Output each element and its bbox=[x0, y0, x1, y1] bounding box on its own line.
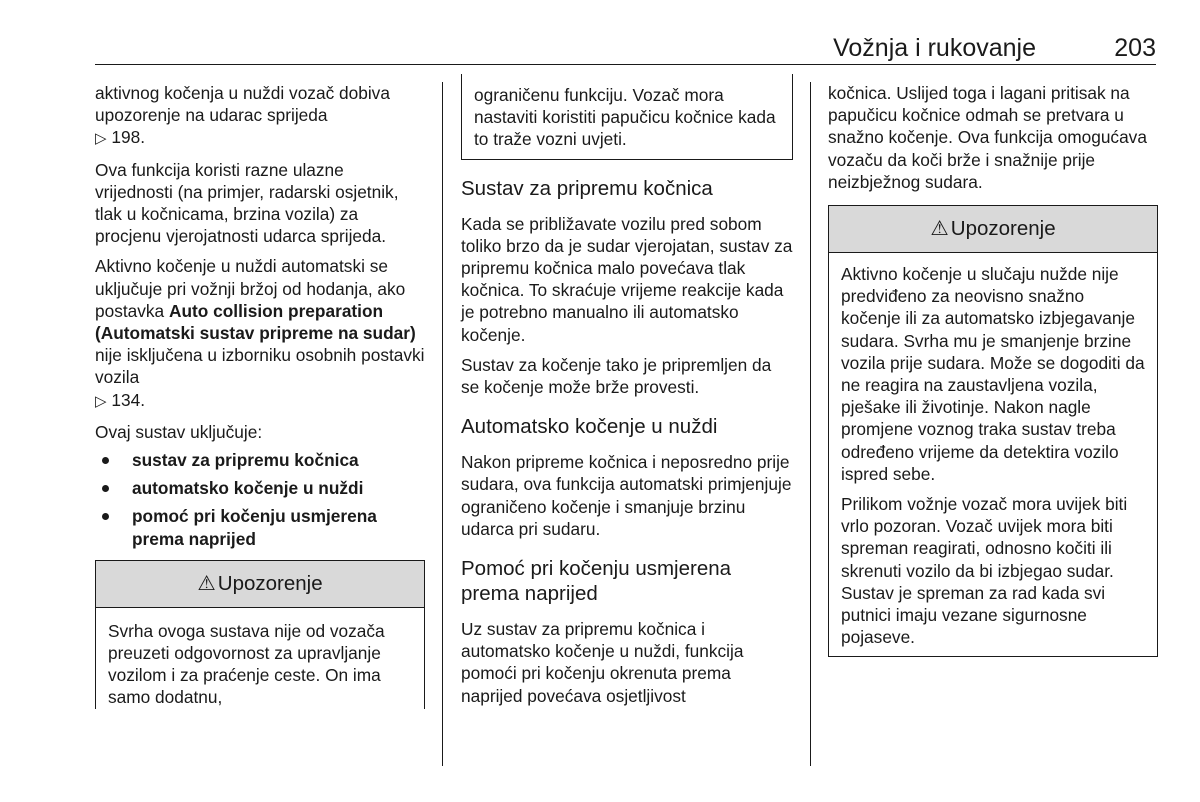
feature-list bbox=[95, 449, 425, 550]
paragraph: Uz sustav za pripremu kočnica i automatsko kočenje u nuždi, funkcija pomoći pri kočenju okrenuta prema naprijed povećava osjetljivost bbox=[461, 619, 744, 706]
warning-box bbox=[95, 560, 425, 709]
warning-text: Aktivno kočenje u slučaju nužde nije predviđeno za neovisno snažno kočenje ili za automatsko izbjegavanje sudara. Svrha mu je smanjenje brzine vozila prije sudara. Može se dogoditi da ne reagira na zaustavljena vozila, pješake ili životinje. Nakon nagle promjene voznog traka sustav treba određeno vrijeme da detektira vozilo ispred sebe. bbox=[841, 264, 1145, 484]
warning-header bbox=[829, 206, 1157, 253]
warning-text: Svrha ovoga sustava nije od vozača preuzeti odgovornost za upravljanje vozilom i za praćenje ceste. On ima samo dodatnu, bbox=[108, 620, 385, 708]
list-item: automatsko kočenje u nuždi bbox=[95, 477, 425, 499]
page-reference-arrow-icon: ▷ bbox=[95, 130, 107, 148]
warning-title: Upozorenje bbox=[950, 216, 1056, 240]
section-heading: Automatsko kočenje u nuždi bbox=[461, 415, 718, 439]
page-number: 203 bbox=[1114, 34, 1156, 62]
paragraph: Kada se približavate vozilu pred sobom toliko brzo da je sudar vjerojatan, sustav za pripremu kočnica malo povećava tlak kočnica. To skraćuje vrijeme reakcije kada je potrebno manualno ili automatsko kočenje. bbox=[461, 213, 793, 345]
paragraph: Sustav za kočenje tako je pripremljen da se kočenje može brže provesti. bbox=[461, 354, 772, 398]
paragraph: kočnica. Uslijed toga i lagani pritisak na papučicu kočnice odmah se pretvara u snažno kočenje. Ova funkcija omogućava vozaču da koči brže i snažnije prije neizbježnog sudara. bbox=[828, 83, 1147, 192]
warning-triangle-icon: ⚠ bbox=[197, 571, 216, 595]
warning-body bbox=[829, 253, 1157, 656]
list-item: pomoć pri kočenju usmjerena prema naprijed bbox=[95, 505, 425, 549]
left-column bbox=[95, 82, 425, 709]
middle-column bbox=[461, 82, 793, 715]
warning-text: Prilikom vožnje vozač mora uvijek biti vrlo pozoran. Vozač uvijek mora biti spreman reagirati, odnosno kočiti ili skrenuti vozilo da bi izbjegao sudar. Sustav je spreman za rad kada svi putnici imaju vezane sigurnosne pojaseve. bbox=[841, 494, 1128, 648]
list-item: sustav za pripremu kočnica bbox=[95, 449, 425, 471]
paragraph: aktivnog kočenja u nuždi vozač dobiva upozorenje na udarac sprijeda ▷ 198. bbox=[95, 83, 390, 148]
section-title: Vožnja i rukovanje bbox=[833, 34, 1036, 62]
paragraph: Ova funkcija koristi razne ulazne vrijednosti (na primjer, radarski osjetnik, tlak u kočnicama, brzina vozila) za procjenu vjerojatnosti udarca sprijeda. bbox=[95, 159, 399, 247]
page-reference[interactable]: 134. bbox=[111, 389, 145, 410]
column-divider-left bbox=[442, 82, 443, 766]
warning-title: Upozorenje bbox=[217, 571, 323, 595]
page-header bbox=[95, 32, 1156, 65]
warning-box-continued bbox=[461, 74, 793, 160]
section-heading: Pomoć pri kočenju usmjerena prema naprijed bbox=[461, 557, 732, 606]
paragraph: Nakon pripreme kočnica i neposredno prije sudara, ova funkcija automatski primjenjuje ograničeno kočenje i smanjuje brzinu udarca pri sudaru. bbox=[461, 452, 792, 539]
right-column bbox=[828, 82, 1158, 657]
page-reference-arrow-icon: ▷ bbox=[95, 392, 107, 410]
paragraph: Ovaj sustav uključuje: bbox=[95, 421, 263, 442]
warning-box bbox=[828, 205, 1158, 657]
section-heading: Sustav za pripremu kočnica bbox=[461, 176, 713, 200]
warning-triangle-icon: ⚠ bbox=[930, 216, 949, 240]
paragraph: Aktivno kočenje u nuždi automatski se uključuje pri vožnji bržoj od hodanja, ako postavka Auto collision preparation (Automatski sustav pripreme na sudar) nije isključena u izborniku osobnih postavki vozila ▷ 134. bbox=[95, 256, 425, 410]
warning-text: ograničenu funkciju. Vozač mora nastaviti koristiti papučicu kočnice kada to traže vozni uvjeti. bbox=[474, 85, 776, 150]
column-divider-right bbox=[810, 82, 811, 766]
warning-header bbox=[96, 561, 424, 608]
page-reference[interactable]: 198. bbox=[111, 127, 145, 148]
setting-name: Auto collision preparation (Automatski sustav pripreme na sudar) bbox=[95, 300, 416, 344]
